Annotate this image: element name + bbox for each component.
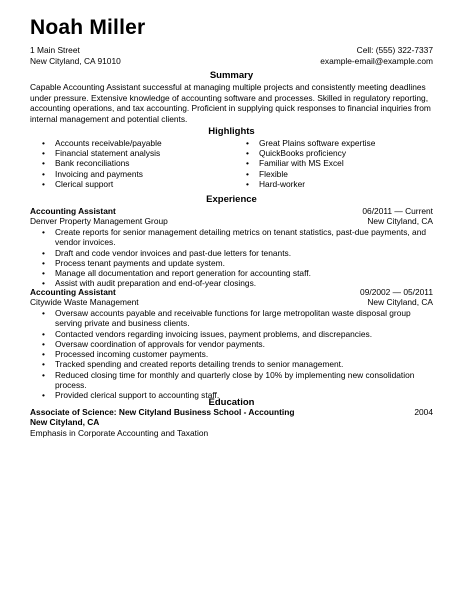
- highlights-right-list: [246, 138, 375, 189]
- education-heading: Education: [208, 397, 255, 408]
- job-bullet: • Oversaw accounts payable and receivable functions for large metropolitan waste disposal group serving private and business clients.: [42, 308, 433, 329]
- highlight-item: • Bank reconciliations: [42, 158, 162, 168]
- highlight-item: • Flexible: [246, 169, 375, 179]
- job-bullet: • Reduced closing time for monthly and quarterly close by 10% by implementing new consolidation process.: [42, 370, 433, 391]
- job-bullet: • Process tenant payments and update system.: [42, 258, 433, 268]
- email: example-email@example.com: [320, 56, 433, 66]
- job-company: Denver Property Management Group: [30, 216, 168, 226]
- job-company-row: [30, 297, 433, 308]
- job-bullet: • Processed incoming customer payments.: [42, 349, 433, 359]
- summary-text: Capable Accounting Assistant successful at managing multiple projects and consistently meeting deadlines under pressure. Extensive knowledge of accounting software and processes. Skilled in regulatory reporting, accounting operations, and tax accounting. Proficient in supplying quick responses to financial inquiries from internal management and potential clients.: [30, 82, 431, 124]
- job-bullet: • Oversaw coordination of approvals for vendor payments.: [42, 339, 433, 349]
- highlight-item: • Hard-worker: [246, 179, 375, 189]
- candidate-name: Noah Miller: [30, 16, 146, 39]
- job-bullet: • Provided clerical support to accounting staff.: [42, 390, 433, 400]
- highlights-heading: Highlights: [208, 126, 255, 137]
- education-detail: Emphasis in Corporate Accounting and Taxation: [30, 428, 209, 438]
- job-bullet: • Contacted vendors regarding invoicing issues, payment problems, and discrepancies.: [42, 329, 433, 339]
- job-location: New Cityland, CA: [367, 297, 433, 307]
- address-block: [30, 45, 121, 67]
- education-year: 2004: [414, 407, 433, 417]
- address-line-2: New Cityland, CA 91010: [30, 56, 121, 66]
- job-company-row: [30, 216, 433, 227]
- phone: Cell: (555) 322-7337: [356, 45, 433, 55]
- job-dates: 06/2011 — Current: [362, 206, 433, 216]
- job-title: Accounting Assistant: [30, 206, 116, 216]
- highlight-item: • Great Plains software expertise: [246, 138, 375, 148]
- highlight-item: • Familiar with MS Excel: [246, 158, 375, 168]
- job-title: Accounting Assistant: [30, 287, 116, 297]
- summary-heading: Summary: [209, 70, 254, 81]
- job-location: New Cityland, CA: [367, 216, 433, 226]
- job-bullet: • Assist with audit preparation and end-of-year closings.: [42, 278, 433, 288]
- job-bullet: • Create reports for senior management detailing metrics on tenant statistics, past-due payments, and vendor invoices.: [42, 227, 433, 248]
- education-degree: Associate of Science: New Cityland Business School - Accounting: [30, 407, 295, 417]
- job-bullet: • Manage all documentation and report generation for accounting staff.: [42, 268, 433, 278]
- job-bullet: • Tracked spending and created reports detailing trends to senior management.: [42, 359, 433, 369]
- job-bullets: [42, 308, 433, 401]
- experience-heading: Experience: [206, 194, 257, 205]
- job-bullets: [42, 227, 433, 289]
- job-dates: 09/2002 — 05/2011: [360, 287, 433, 297]
- highlight-item: • Financial statement analysis: [42, 148, 162, 158]
- address-line-1: 1 Main Street: [30, 45, 80, 55]
- job-bullet: • Draft and code vendor invoices and past-due letters for tenants.: [42, 248, 433, 258]
- highlight-item: • Clerical support: [42, 179, 162, 189]
- highlights-left-list: [42, 138, 162, 189]
- highlight-item: • QuickBooks proficiency: [246, 148, 375, 158]
- job-company: Citywide Waste Management: [30, 297, 139, 307]
- education-location: New Cityland, CA: [30, 417, 100, 427]
- highlight-item: • Invoicing and payments: [42, 169, 162, 179]
- highlight-item: • Accounts receivable/payable: [42, 138, 162, 148]
- contact-block: [320, 45, 433, 67]
